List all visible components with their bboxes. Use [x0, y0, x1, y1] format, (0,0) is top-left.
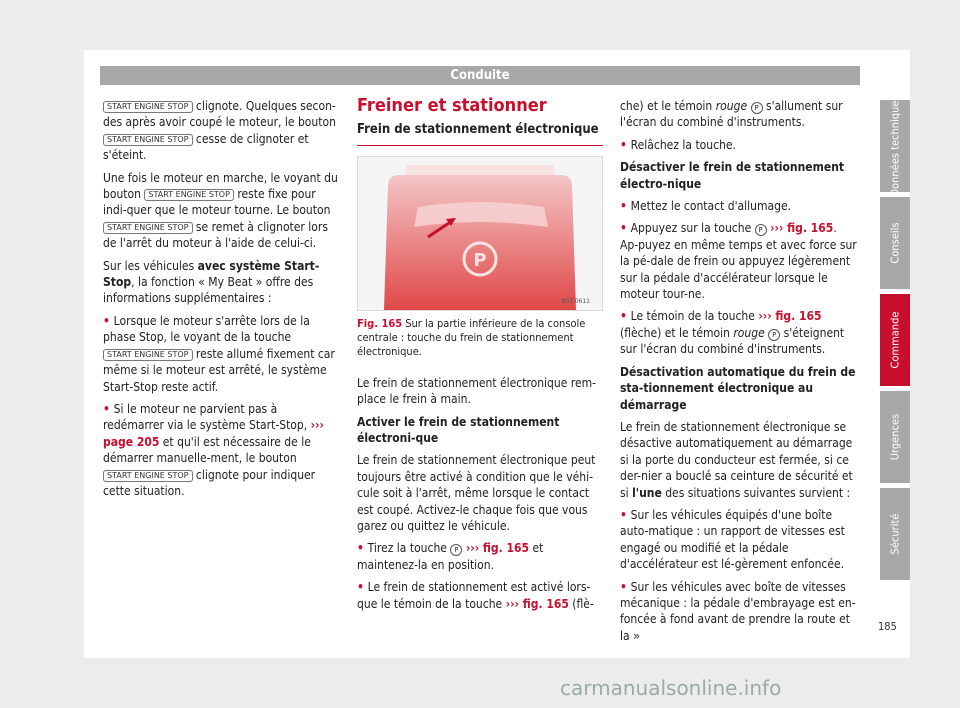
figure-reference-link[interactable]: ››› fig. 165	[758, 309, 822, 324]
tab-donnees-techniques[interactable]: Données techniques	[880, 100, 910, 192]
bullet-icon: •	[103, 313, 114, 328]
bullet-icon: •	[620, 137, 631, 152]
bullet-icon: •	[620, 507, 631, 522]
bullet-item: • Relâchez la touche.	[620, 137, 736, 152]
continue-icon: »	[633, 628, 641, 643]
bullet-item: • Lorsque le moteur s'arrête lors de la phase Stop, le voyant de la touche START ENGINE STOP reste allumé fixement car même si le moteur est arrêté, le système Start-Stop reste actif.	[103, 313, 335, 394]
start-engine-stop-key: START ENGINE STOP	[144, 189, 234, 201]
figure-code: B5T-0611	[561, 297, 590, 305]
bullet-item: • Le témoin de la touche ››› fig. 165 (flèche) et le témoin rouge P s'éteignent sur l'écran du combiné d'instruments.	[620, 309, 845, 357]
subheading: Désactivation automatique du frein de sta-tionnement électronique au démarrage	[620, 364, 856, 412]
bullet-item: • Mettez le contact d'allumage.	[620, 199, 792, 214]
column-3	[620, 98, 858, 650]
bullet-item: • Si le moteur ne parvient pas à redémarrer via le système Start-Stop, ››› page 205 et qu'il est nécessaire de le démarrer manuelle-ment, le bouton START ENGINE STOP clignote pour indiquer cette situation.	[103, 401, 324, 498]
paragraph: Sur les véhicules avec système Start-Stop, la fonction « My Beat » offre des informations supplémentaires :	[103, 258, 320, 306]
bullet-item: • Tirez la touche P ››› fig. 165 et maintenez-la en position.	[357, 541, 544, 572]
bullet-icon: •	[357, 580, 368, 595]
start-engine-stop-key: START ENGINE STOP	[103, 470, 193, 482]
paragraph: Une fois le moteur en marche, le voyant du bouton START ENGINE STOP reste fixe pour indi-quer que le moteur tourne. Le bouton START ENGINE STOP se remet à clignoter lors de l'arrêt du moteur à l'aide de celui-ci.	[103, 170, 338, 251]
tab-commande[interactable]: Commande	[880, 294, 910, 386]
subheading: Désactiver le frein de stationnement électro-nique	[620, 160, 845, 191]
figure-parking-brake	[357, 156, 603, 311]
page-number: 185	[878, 620, 897, 633]
tab-securite[interactable]: Sécurité	[880, 488, 910, 580]
start-engine-stop-key: START ENGINE STOP	[103, 349, 193, 361]
bullet-item: • Sur les véhicules équipés d'une boîte auto-matique : un rapport de vitesses est engagé ou modifié et la pédale d'accélérateur est lé-gèrement enfoncée.	[620, 507, 845, 572]
start-engine-stop-key: START ENGINE STOP	[103, 134, 193, 146]
page-reference-link[interactable]: ››› page 205	[103, 418, 324, 449]
bullet-icon: •	[620, 221, 631, 236]
parking-brake-icon: P	[768, 329, 780, 341]
section-title: Freiner et stationner	[357, 95, 547, 116]
figure-reference-link[interactable]: ››› fig. 165	[770, 221, 834, 236]
start-engine-stop-key: START ENGINE STOP	[103, 222, 193, 234]
parking-brake-icon: P	[755, 224, 767, 236]
parking-brake-icon: P	[450, 544, 462, 556]
parking-brake-icon: P	[751, 102, 763, 114]
bullet-item: • Sur les véhicules avec boîte de vitesses mécanique : la pédale d'embrayage est en-foncée à fond avant de prendre la route et la »	[620, 579, 856, 643]
bullet-icon: •	[620, 199, 631, 214]
column-1	[103, 98, 341, 505]
column-2	[357, 95, 603, 618]
watermark: carmanualsonline.info	[560, 676, 782, 700]
subtitle-rule	[357, 145, 603, 146]
bullet-item: • Le frein de stationnement est activé lors-que le témoin de la touche ››› fig. 165 (flè-	[357, 580, 594, 611]
parking-brake-illustration	[358, 157, 602, 310]
paragraph: Le frein de stationnement électronique peut toujours être activé à condition que le véhi-cule soit à l'arrêt, même lorsque le contact est coupé. Activez-le chaque fois que vous garez ou quittez le véhicule.	[357, 453, 596, 534]
start-engine-stop-key: START ENGINE STOP	[103, 101, 193, 113]
figure-number: Fig. 165	[357, 316, 403, 330]
svg-text:P: P	[473, 249, 487, 271]
paragraph: START ENGINE STOP clignote. Quelques secon-des après avoir coupé le moteur, le bouton START ENGINE STOP cesse de clignoter et s'éteint.	[103, 99, 336, 163]
figure-caption: Fig. 165 Sur la partie inférieure de la console centrale : touche du frein de stationnement électronique.	[357, 316, 586, 358]
subheading: Activer le frein de stationnement électroni-que	[357, 414, 560, 446]
section-subtitle: Frein de stationnement électronique	[357, 122, 599, 138]
tab-conseils[interactable]: Conseils	[880, 197, 910, 289]
bullet-icon: •	[357, 541, 368, 556]
bullet-item: • Appuyez sur la touche P ››› fig. 165. Ap-puyez en même temps et avec force sur la pé-dale de frein ou appuyez légèrement sur la pédale d'accélérateur lorsque le moteur tour-ne.	[620, 221, 857, 302]
figure-reference-link[interactable]: ››› fig. 165	[465, 541, 530, 556]
paragraph: che) et le témoin rouge P s'allument sur l'écran du combiné d'instruments.	[620, 99, 843, 130]
bullet-icon: •	[620, 579, 631, 594]
paragraph: Le frein de stationnement électronique rem-place le frein à main.	[357, 375, 597, 407]
tab-urgences[interactable]: Urgences	[880, 391, 910, 483]
figure-reference-link[interactable]: ››› fig. 165	[505, 596, 569, 611]
bullet-icon: •	[103, 401, 114, 416]
paragraph: Le frein de stationnement électronique se désactive automatiquement au démarrage si la porte du conducteur est fermée, si ce der-nier a bouclé sa ceinture de sécurité et si l'une des situations suivantes survient :	[620, 419, 853, 500]
bullet-icon: •	[620, 309, 631, 324]
chapter-header: Conduite	[100, 66, 860, 85]
